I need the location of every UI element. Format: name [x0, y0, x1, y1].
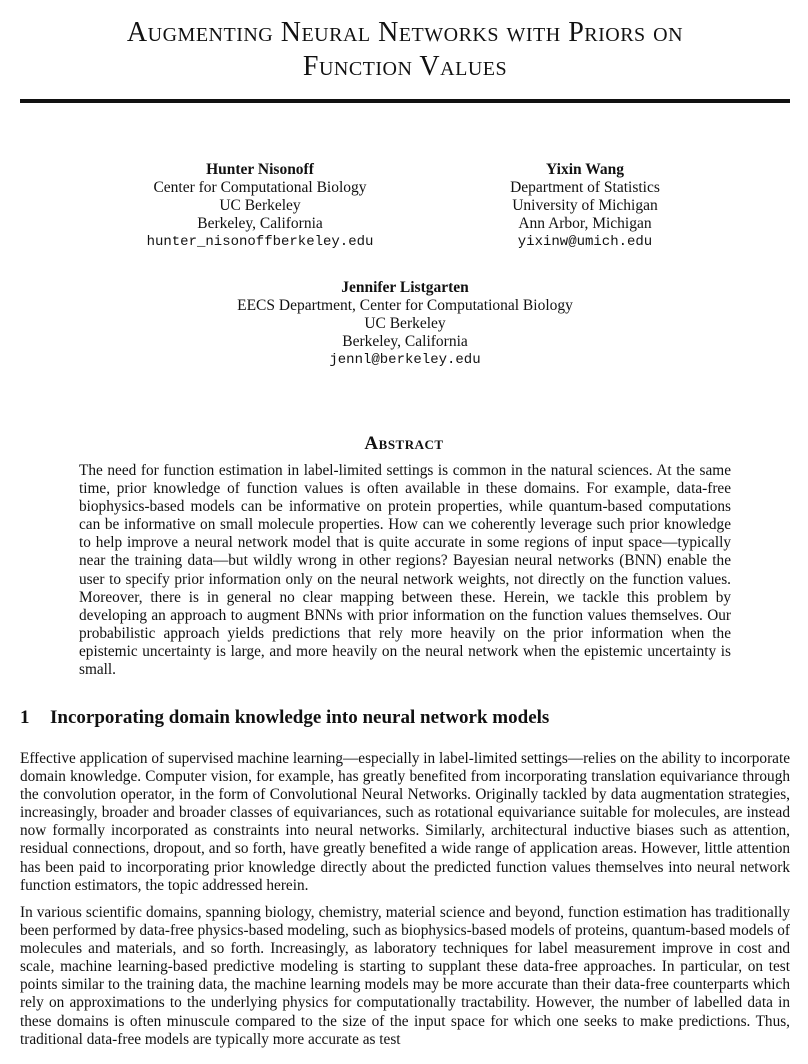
- author-affiliation: EECS Department, Center for Computational Biology: [237, 297, 573, 314]
- author-block-1: [110, 161, 410, 251]
- author-affiliation: Department of Statistics: [510, 179, 660, 196]
- abstract-heading: Abstract: [364, 433, 444, 454]
- author-location: Berkeley, California: [197, 215, 323, 232]
- author-block-3: [155, 279, 655, 369]
- author-name: Yixin Wang: [546, 161, 624, 178]
- author-affiliation: UC Berkeley: [364, 315, 446, 332]
- author-location: Ann Arbor, Michigan: [518, 215, 652, 232]
- author-email: hunter_nisonoffberkeley.edu: [146, 234, 374, 250]
- section-number: 1: [20, 707, 30, 728]
- body-paragraph: In various scientific domains, spanning biology, chemistry, material science and beyond, function estimation has traditionally been performed by data-free physics-based modeling, such as biophysics-based models of proteins, quantum-based models of molecules and materials, and so forth. Increasingly, as laboratory techniques for label measurement improve in cost and scale, machine learning-based predictive modeling is starting to supplant these data-free approaches. In particular, on test points similar to the training data, the machine learning models may be more accurate than their data-free counterparts which rely on approximations to the underlying physics for computationally tractability. However, the number of labelled data in these domains is often minuscule compared to the size of the input space for which one seeks to make predictions. Thus, traditional data-free models are typically more accurate as test: [20, 904, 790, 1048]
- paper-title-line-1: Augmenting Neural Networks with Priors on: [126, 17, 684, 48]
- author-email: jennl@berkeley.edu: [329, 352, 481, 368]
- author-affiliation: University of Michigan: [512, 197, 658, 214]
- author-email: yixinw@umich.edu: [517, 234, 653, 250]
- paper-title-line-2: Function Values: [302, 51, 508, 82]
- title-rule: [20, 99, 790, 103]
- author-name: Jennifer Listgarten: [341, 279, 469, 296]
- section-title: Incorporating domain knowledge into neural network models: [50, 707, 550, 728]
- author-location: Berkeley, California: [342, 333, 468, 350]
- section-heading: [20, 707, 790, 729]
- author-block-2: [435, 161, 735, 251]
- author-affiliation: Center for Computational Biology: [153, 179, 367, 196]
- abstract-body: The need for function estimation in label-limited settings is common in the natural sciences. At the same time, prior knowledge of function values is often available in these domains. For example, data-free biophysics-based models can be informative on protein properties, while quantum-based computations can be informative on small molecule properties. How can we coherently leverage such prior knowledge to help improve a neural network model that is quite accurate in some regions of input space—typically near the training data—but wildly wrong in other regions? Bayesian neural networks (BNN) enable the user to specify prior information only on the neural network weights, not directly on the function values. Moreover, there is in general no clear mapping between these. Herein, we tackle this problem by developing an approach to augment BNNs with prior information on the function values themselves. Our probabilistic approach yields predictions that rely more heavily on the prior information when the epistemic uncertainty is large, and more heavily on the neural network when the epistemic uncertainty is small.: [79, 462, 731, 679]
- paper-title: [20, 16, 790, 84]
- author-name: Hunter Nisonoff: [206, 161, 314, 178]
- body-paragraph: Effective application of supervised machine learning—especially in label-limited settings—relies on the ability to incorporate domain knowledge. Computer vision, for example, has greatly benefited from incorporating translation equivariance through the convolution operator, in the form of Convolutional Neural Networks. Originally tackled by data augmentation strategies, increasingly, broader and broader classes of equivariances, such as rotational equivariance suitable for molecules, are instead now formally incorporated as constraints into neural networks. Similarly, architectural inductive biases such as attention, residual connections, dropout, and so forth, have greatly benefited a wide range of application areas. However, little attention has been paid to incorporating prior knowledge directly about the predicted function values themselves into neural network function estimators, the topic addressed herein.: [20, 750, 790, 894]
- author-affiliation: UC Berkeley: [219, 197, 301, 214]
